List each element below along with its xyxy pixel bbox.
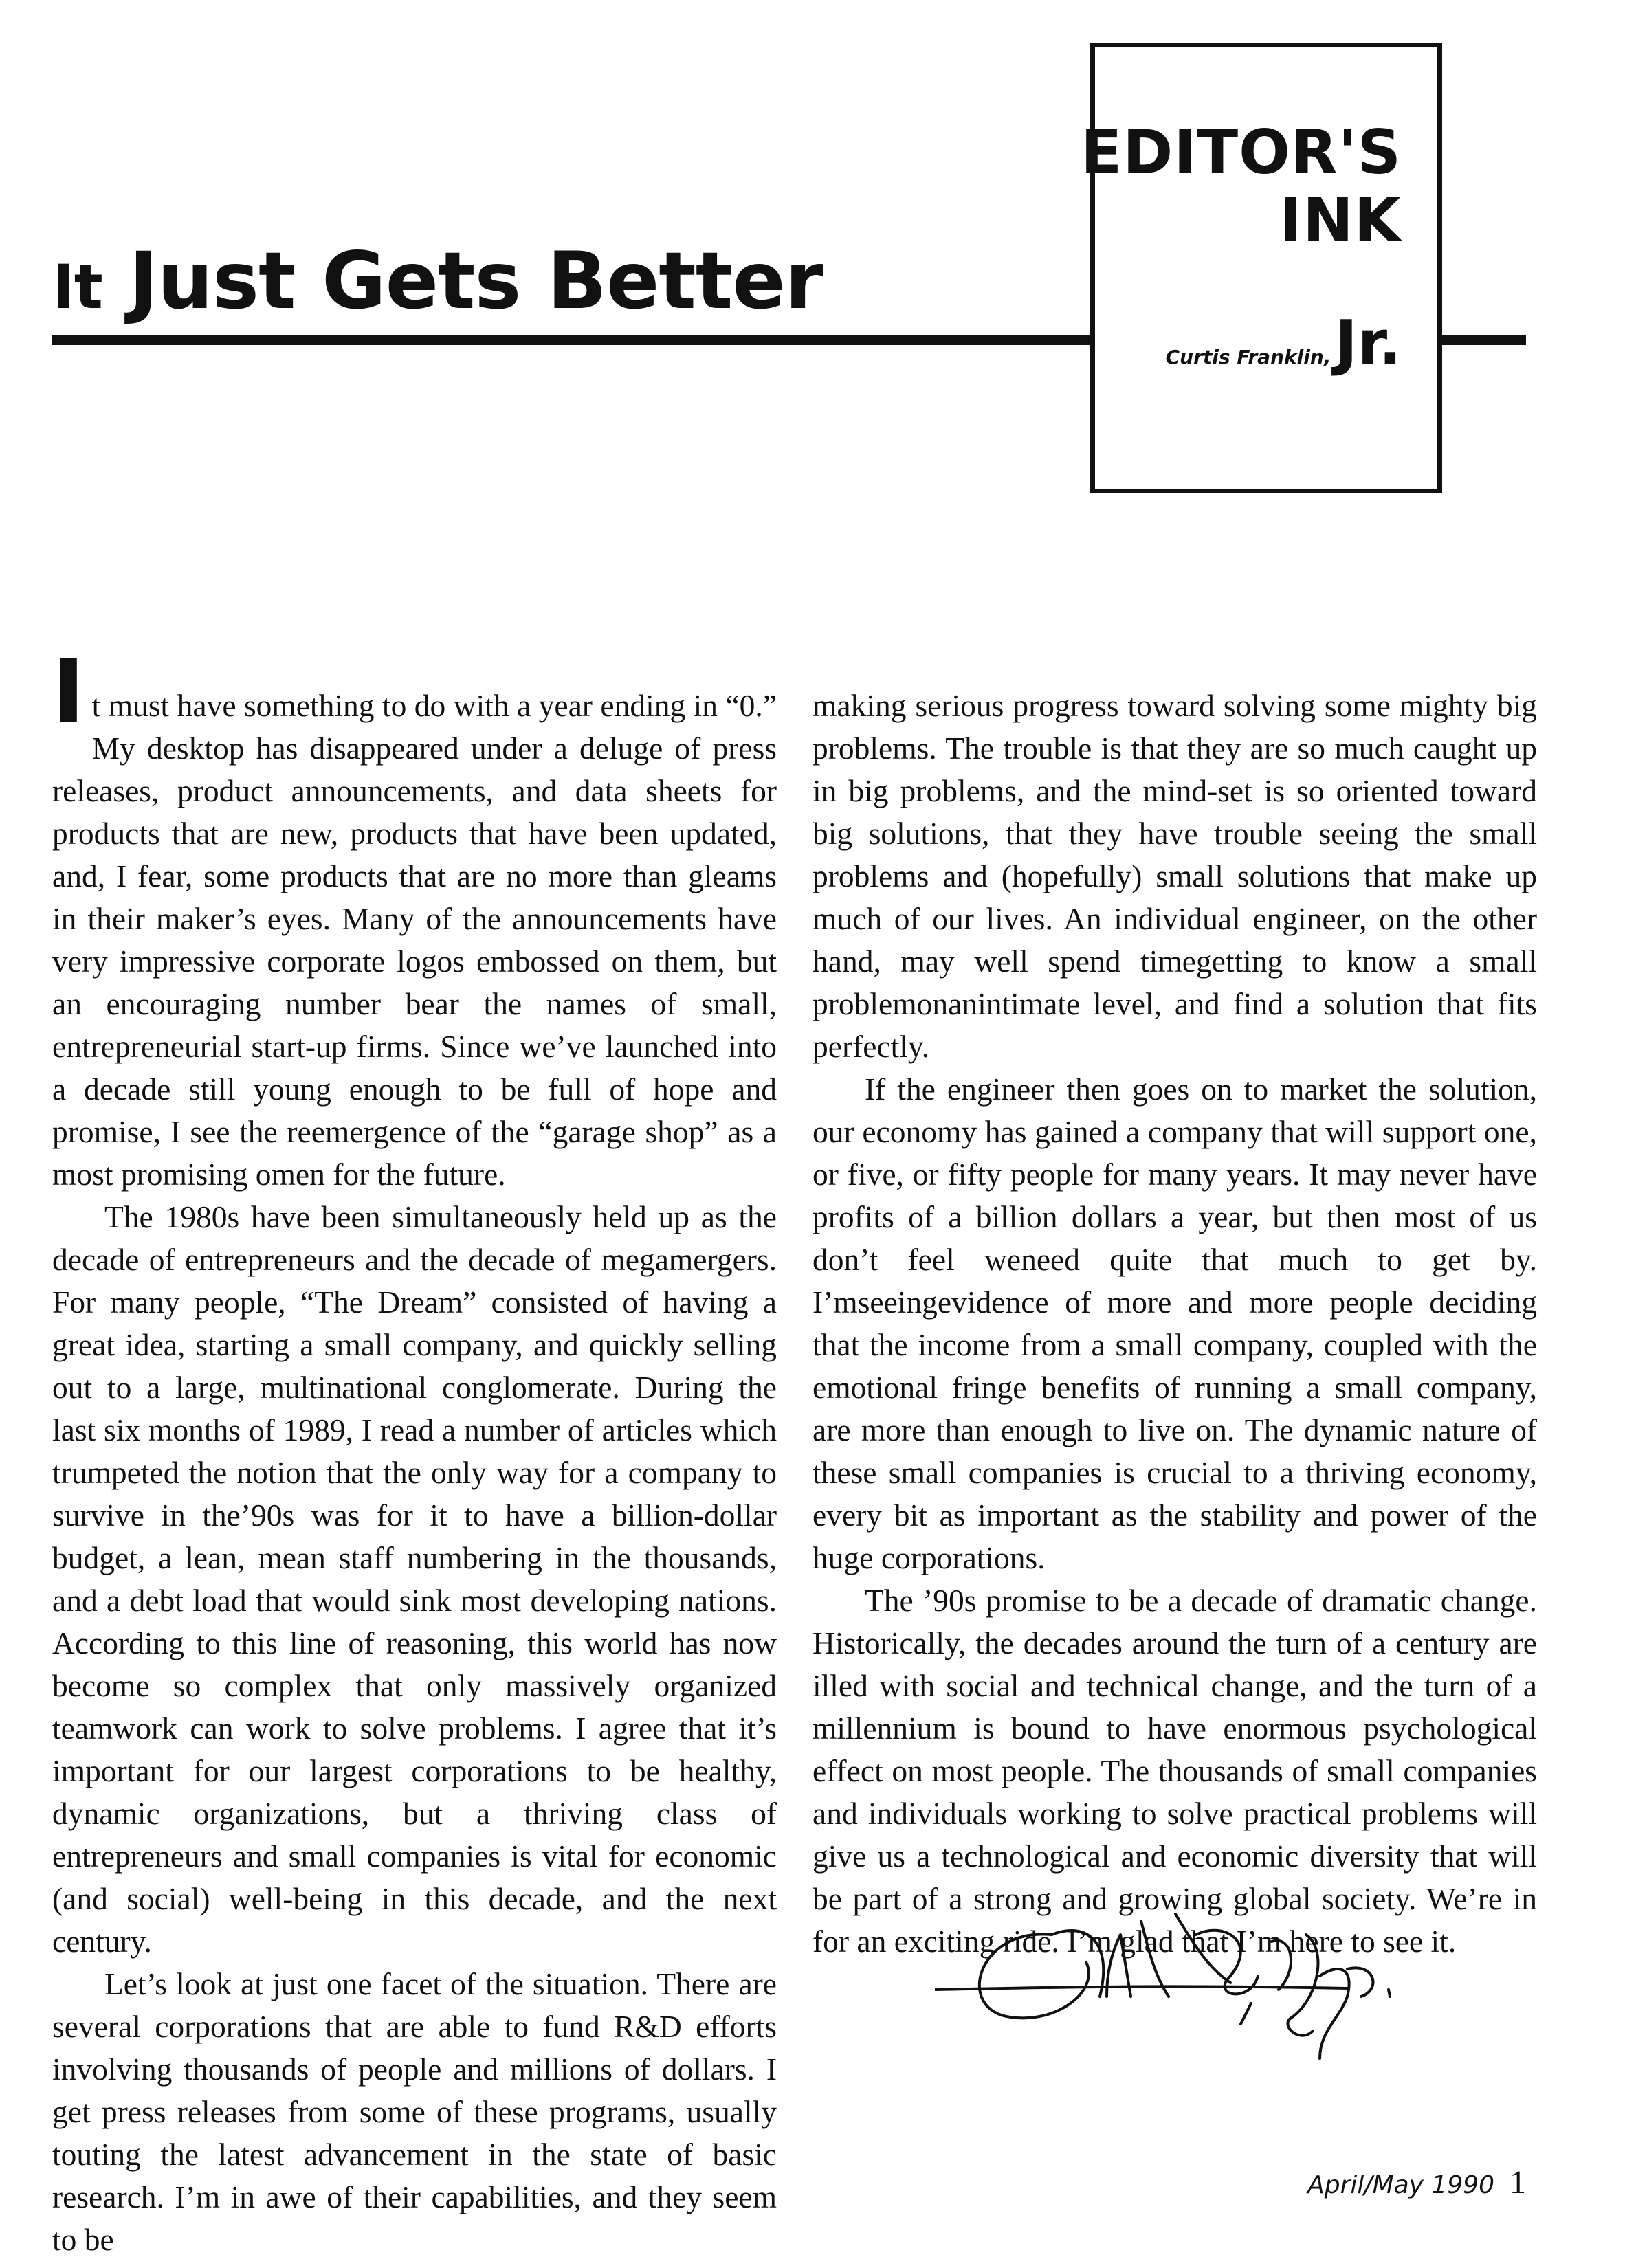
author-suffix: Jr. <box>1334 307 1402 378</box>
column-box <box>1081 43 1442 493</box>
paragraph-5: If the engineer then goes on to market the solution, our economy has gained a company that will support one, or five, or fifty people for many years. It may never have profits of a billion dollars a year, but then most of us don’t feel weneed quite that much to get by. I’mseeingevidence of more and more people deciding that the income from a small company, coupled with the emotional fringe benefits of running a small company, are more than enough to live on. The dynamic nature of these small companies is crucial to a thriving economy, every bit as important as the stability and power of the huge corporations. <box>813 1071 1537 1575</box>
column-name-line2: INK <box>1279 184 1402 256</box>
paragraph-1 <box>52 641 777 1196</box>
issue-date: April/May 1990 <box>1307 2171 1494 2199</box>
title-first-word: It <box>52 252 102 322</box>
title-rest: Just Gets Better <box>129 235 823 326</box>
paragraph-1-text: t must have something to do with a year ending in “0.” My desktop has disappeared under a deluge of press releases, product announcements, and data sheets for products that are new, products that have been updated, and, I fear, some products that are no more than gleams in their maker’s eyes. Many of the announcements have very impressive corporate logos embossed on them, but an encouraging number bear the names of small, entrepreneurial start-up firms. Since we’ve launched into a decade still young enough to be full of hope and promise, I see the reemergence of the “garage shop” as a most promising omen for the future. <box>52 688 777 1192</box>
title-rule-right <box>1439 335 1526 345</box>
paragraph-6: The ’90s promise to be a decade of dramatic change. Historically, the decades around the turn of a century are illed with social and technical change, and the turn of a millennium is bound to have enormous psychological effect on most people. The thousands of small companies and individuals working to solve practical problems will give us a technological and economic diversity that will be part of a strong and growing global society. We’re in for an exciting ride. I’m glad that I’m here to see it. <box>813 1583 1537 1959</box>
paragraph-2: The 1980s have been simultaneously held up as the decade of entrepreneurs and the decade of megamergers. For many people, “The Dream” consisted of having a great idea, starting a small company, and quickly selling out to a large, multinational conglomerate. During the last six months of 1989, I read a number of articles which trumpeted the notion that the only way for a company to survive in the’90s was for it to have a billion-dollar budget, a lean, mean staff numbering in the thousands, and a debt load that would sink most developing nations. According to this line of reasoning, this world has now become so complex that only massively organized teamwork can work to solve problems. I agree that it’s important for our largest corporations to be healthy, dynamic organizations, but a thriving class of entrepreneurs and small companies is vital for economic (and social) well-being in this decade, and the next century. <box>52 1199 777 1959</box>
text-column-right <box>813 685 1537 1963</box>
paragraph-3: Let’s look at just one facet of the situation. There are several corporations that are able to fund R&D efforts involving thousands of people and millions of dollars. I get press releases from some of these programs, usually touting the latest advancement in the state of basic research. I’m in awe of their capabilities, and they seem to be <box>52 1966 777 2257</box>
drop-cap: I <box>52 641 85 744</box>
page-footer <box>1307 2164 1526 2201</box>
title-rule-left <box>52 335 1092 345</box>
text-column-left <box>52 641 777 2261</box>
author-name: Curtis Franklin, <box>1165 346 1331 368</box>
byline <box>1166 307 1402 378</box>
article-title <box>52 235 823 326</box>
page-number: 1 <box>1510 2164 1526 2201</box>
paragraph-4: making serious progress toward solving some mighty big problems. The trouble is that they are so much caught up in big problems, and the mind-set is so oriented toward big solutions, that they have trouble seeing the small problems and (hopefully) small solutions that make up much of our lives. An individual engineer, on the other hand, may well spend timegetting to know a small problemonanintimate level, and find a solution that fits perfectly. <box>813 688 1537 1064</box>
column-name <box>1081 119 1402 254</box>
column-name-line1: EDITOR'S <box>1081 117 1402 188</box>
handwritten-signature <box>935 1893 1444 2076</box>
